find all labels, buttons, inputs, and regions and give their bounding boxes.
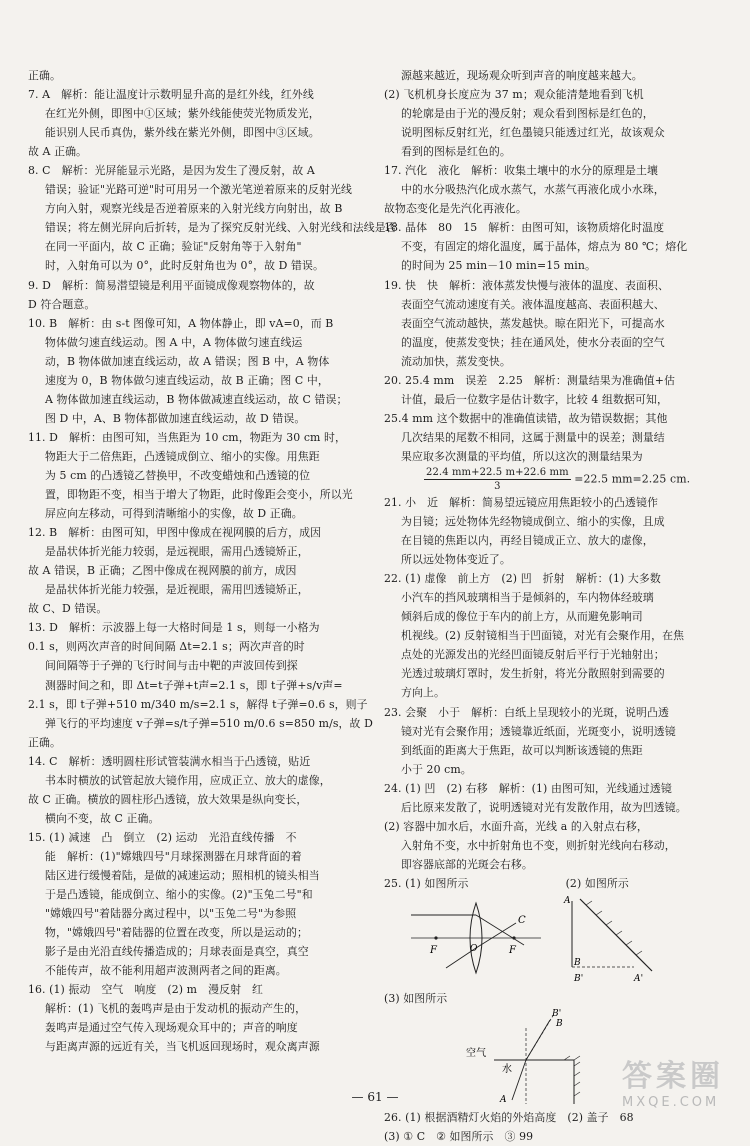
watermark-logo (622, 1051, 740, 1111)
text-line: (3) ① C ② 如图所示 ③ 99 (384, 1130, 534, 1144)
watermark-text: 答案圈 (622, 1059, 724, 1094)
mirror-diagram (562, 889, 662, 985)
label-c: C (518, 914, 526, 926)
text-line: 21. 小 近 解析：简易望远镜应用焦距较小的凸透镜作 (384, 495, 658, 509)
text-line: 15. (1) 减速 凸 倒立 (2) 运动 光沿直线传播 不 (28, 830, 297, 844)
label-a-prime: A' (634, 973, 644, 984)
text-line: 不变，有固定的熔化温度，属于晶体，熔点为 80 ℃；熔化 (401, 240, 688, 254)
text-line: 弹飞行的平均速度 v子弹=s/t子弹=510 m/0.6 s=850 m/s，故 D (45, 716, 373, 730)
text-line: 速度为 0，B 物体做匀速直线运动，故 B 正确；图 C 中， (45, 373, 329, 387)
text-line: 物距大于二倍焦距，凸透镜成倒立、缩小的实像。用焦距 (45, 449, 320, 463)
text-line: 19. 快 快 解析：液体蒸发快慢与液体的温度、表面积、 (384, 278, 669, 292)
label-b-prime: B' (574, 973, 584, 984)
text-line: 表面空气流动越快，蒸发越快。晾在阳光下，可提高水 (401, 316, 665, 330)
q25-label-3: (3) 如图所示 (384, 991, 448, 1005)
text-line: 入射角不变，水中折射角也不变，则折射光线向右移动， (401, 838, 676, 852)
text-line: 动，B 物体做加速直线运动，故 A 错误；图 B 中，A 物体 (45, 354, 330, 368)
text-line: 7. A 解析：能让温度计示数明显升高的是红外线，红外线 (28, 88, 314, 102)
text-line: 11. D 解析：由图可知，当焦距为 10 cm，物距为 30 cm 时， (28, 430, 347, 444)
text-line: 在同一平面内，故 C 正确；验证"反射角等于入射角" (45, 240, 302, 254)
text-line: 书本时横放的试管起放大镜作用，应成正立、放大的虚像， (45, 773, 331, 787)
text-line: 20. 25.4 mm 误差 2.25 解析：测量结果为准确值+估 (384, 373, 675, 387)
text-line: 12. B 解析：由图可知，甲图中像成在视网膜的后方，成因 (28, 526, 322, 540)
text-line: 与距离声源的远近有关，当飞机返回现场时，观众离声源 (45, 1040, 320, 1054)
text-line: 置，即物距不变，相当于增大了物距，此时像距会变小，所以光 (45, 488, 353, 502)
text-line: (2) 容器中加水后，水面升高，光线 a 的入射点右移， (384, 819, 648, 833)
text-line: 18. 晶体 80 15 解析：由图可知，该物质熔化时温度 (384, 221, 665, 235)
label-b: B (574, 957, 581, 968)
text-line: 10. B 解析：由 s-t 图像可知，A 物体静止，即 vA=0，而 B (28, 316, 334, 330)
text-line: 的温度，使蒸发变快；挂在通风处，使水分表面的空气 (401, 335, 665, 349)
text-line: 镜对光有会聚作用；透镜靠近纸面，光斑变小，说明透镜 (401, 724, 676, 738)
text-line: 间间隔等于子弹的飞行时间与击中靶的声波回传到探 (45, 659, 298, 673)
text-line: 24. (1) 凹 (2) 右移 解析：(1) 由图可知，光线通过透镜 (384, 781, 672, 795)
text-line: 于是凸透镜，能成倒立、缩小的实像。(2)"玉兔二号"和 (45, 888, 313, 902)
text-line: 测器时间之和，即 Δt=t子弹+t声=2.1 s，即 t子弹+s/v声= (45, 678, 343, 692)
refracted-ray (526, 1020, 550, 1060)
text-line: 屏应向左移动，可得到清晰缩小的实像，故 D 正确。 (45, 507, 303, 521)
text-line: 22. (1) 虚像 前上方 (2) 凹 折射 解析：(1) 大多数 (384, 572, 661, 586)
text-line: 计值，最后一位数字是估计数字，比较 4 组数据可知， (401, 392, 668, 406)
text-line: 看到的图标是红色的。 (401, 145, 511, 159)
text-line: 源越来越近，现场观众听到声音的响度越来越大。 (401, 69, 643, 82)
text-line: 到纸面的距离大于焦距，故可以判断该透镜的焦距 (401, 743, 643, 757)
text-line: A 物体做加速直线运动，B 物体做减速直线运动，故 C 错误； (45, 392, 348, 406)
label-air: 空气 (466, 1048, 487, 1060)
q25-labels-row (384, 874, 722, 893)
text-line: 物体做匀速直线运动。图 A 中，A 物体做匀速直线运 (45, 335, 303, 349)
label-b-prime-3: B' (552, 1009, 562, 1020)
text-line: 在目镜的焦距以内，再经目镜成正立、放大的虚像， (401, 534, 654, 548)
text-line: 说明图标反射红光，红色墨镜只能透过红光，故该观众 (401, 126, 665, 140)
text-line: 为 5 cm 的凸透镜乙替换甲，不改变蜡烛和凸透镜的位 (45, 468, 311, 482)
text-line: 故物态变化是先汽化再液化。 (384, 202, 527, 216)
text-line: 能识别人民币真伪，紫外线在紫光外侧，即图中③区域。 (45, 126, 320, 140)
text-line: 果应取多次测量的平均值，所以这次的测量结果为 (401, 449, 643, 463)
average-formula (384, 466, 722, 493)
text-line: 所以远处物体变近了。 (401, 553, 511, 567)
text-line: 错误；验证"光路可逆"时可用另一个激光笔逆着原来的反射光线 (45, 183, 352, 197)
text-line: 解析：(1) 飞机的轰鸣声是由于发动机的振动产生的， (45, 1002, 307, 1016)
text-line: 陆区进行缓慢着陆，是做的减速运动；照相机的镜头相当 (45, 868, 320, 882)
text-line: 故 A 错误，B 正确；乙图中像成在视网膜的前方，成因 (28, 564, 297, 578)
text-line: 为目镜；远处物体先经物镜成倒立、缩小的实像，且成 (401, 515, 665, 529)
text-line: 0.1 s，则两次声音的时间间隔 Δt=2.1 s；两次声音的时 (28, 640, 305, 654)
text-line: 几次结果的尾数不相同，这属于测量中的误差；测量结 (401, 430, 665, 444)
label-b-3: B (556, 1019, 563, 1030)
text-line: 故 C、D 错误。 (28, 602, 108, 616)
text-line: 23. 会聚 小于 解析：白纸上呈现较小的光斑，说明凸透 (384, 705, 669, 719)
label-f-left: F (430, 944, 438, 956)
text-line: 即容器底部的光斑会右移。 (401, 857, 533, 871)
text-line: 不能传声，故不能利用超声波测两者之间的距离。 (45, 964, 287, 978)
focus-left (434, 936, 437, 939)
text-line: 倾斜后成的像位于车内的前上方，从而避免影响司 (401, 610, 643, 624)
text-line: 在红光外侧，即图中①区域；紫外线能使荧光物质发光， (45, 107, 320, 121)
watermark-url: MXQE.COM (622, 1095, 720, 1110)
formula-result: =22.5 mm=2.25 cm. (574, 472, 691, 486)
label-water: 水 (502, 1064, 513, 1076)
text-line: 故 C 正确。横放的圆柱形凸透镜，放大效果是纵向变长， (28, 792, 308, 806)
fraction-numerator: 22.4 mm+22.5 m+22.6 mm (426, 466, 569, 478)
text-line: 点处的光源发出的光经凹面镜反射后平行于光轴射出； (401, 648, 665, 662)
label-f-right: F (509, 944, 517, 956)
lens-diagram (406, 893, 546, 983)
text-line: 时，入射角可以为 0°，此时反射角也为 0°，故 D 错误。 (45, 259, 325, 273)
text-line: 正确。 (28, 735, 61, 749)
text-line: 表面空气流动速度有关。液体温度越高、表面积越大、 (401, 297, 665, 311)
text-line: 故 A 正确。 (28, 145, 88, 159)
text-line: 流动加快，蒸发变快。 (401, 354, 511, 368)
text-line: 16. (1) 振动 空气 响度 (2) m 漫反射 红 (28, 983, 264, 997)
text-line: 影子是由光沿直线传播造成的；月球表面是真空，真空 (45, 945, 309, 959)
q25-label-1: 25. (1) 如图所示 (384, 876, 469, 890)
focus-right (512, 936, 515, 939)
text-line: 图 D 中，A、B 物体都做加速直线运动，故 D 错误。 (45, 411, 306, 425)
text-line: 的时间为 25 min－10 min=15 min。 (401, 259, 596, 273)
text-line: 能 解析：(1)"嫦娥四号"月球探测器在月球背面的着 (45, 849, 302, 863)
text-line: 正确。 (28, 69, 61, 82)
text-line: D 符合题意。 (28, 297, 96, 311)
text-line: 横向不变，故 C 正确。 (45, 811, 160, 825)
text-line: 机视线。(2) 反射镜相当于凹面镜，对光有会聚作用，在焦 (401, 629, 685, 643)
text-line: 方向入射，观察光线是否逆着原来的入射光线方向射出，故 B (45, 202, 343, 216)
text-line: 中的水分吸热汽化成水蒸气，水蒸气再液化成小水珠， (401, 183, 665, 197)
label-a: A (564, 895, 571, 906)
text-line: 17. 汽化 液化 解析：收集土壤中的水分的原理是土壤 (384, 164, 658, 178)
label-a-3: A (500, 1095, 507, 1106)
text-line: 26. (1) 根据酒精灯火焰的外焰高度 (2) 盖子 68 (384, 1111, 634, 1125)
right-column (384, 66, 722, 1146)
text-line: 是晶状体折光能力较弱，是远视眼，需用凸透镜矫正， (45, 545, 309, 559)
text-line: 2.1 s，即 t子弹+510 m/340 m/s=2.1 s，解得 t子弹=0.6 s，则子 (28, 697, 368, 711)
text-line: 9. D 解析：简易潜望镜是利用平面镜成像观察物体的，故 (28, 278, 315, 292)
text-line: 25.4 mm 这个数据中的准确值读错，故为错误数据；其他 (384, 411, 668, 425)
q25-figures-row (384, 893, 722, 989)
left-column (28, 66, 397, 1056)
text-line: 小于 20 cm。 (401, 762, 472, 776)
text-line: 方向上。 (401, 686, 445, 700)
text-line: 是晶状体折光能力较强，是近视眼，需用凹透镜矫正， (45, 583, 309, 597)
text-line: (2) 飞机机身长度应为 37 m；观众能清楚地看到飞机 (384, 88, 644, 102)
label-o: O (470, 943, 478, 954)
text-line: 的轮廓是由于光的漫反射；观众看到图标是红色的， (401, 107, 654, 121)
q25-label-2: (2) 如图所示 (565, 876, 629, 890)
text-line: 物，"嫦娥四号"着陆器的位置在改变，所以是运动的； (45, 926, 309, 940)
fraction-denominator: 3 (494, 480, 501, 492)
text-line: 错误；将左侧光屏向后折转，是为了探究反射光线、入射光线和法线是否 (45, 221, 397, 235)
text-line: 8. C 解析：光屏能显示光路，是因为发生了漫反射，故 A (28, 164, 315, 178)
text-line: "嫦娥四号"着陆器分离过程中，以"玉兔二号"为参照 (45, 907, 297, 921)
text-line: 小汽车的挡风玻璃相当于是倾斜的，车内物体经玻璃 (401, 591, 654, 605)
page-number: — 61 — (351, 1090, 399, 1104)
ray-1-refracted (476, 915, 524, 945)
text-line: 14. C 解析：透明圆柱形试管装满水相当于凸透镜，贴近 (28, 754, 311, 768)
text-line: 轰鸣声是通过空气传入现场观众耳中的；声音的响度 (45, 1021, 298, 1035)
text-line: 光透过玻璃灯罩时，发生折射，将光分散照射到需要的 (401, 667, 665, 681)
average-fraction (424, 466, 571, 493)
text-line: 后比原来发散了，说明透镜对光有发散作用，故为凹透镜。 (401, 800, 687, 814)
text-line: 13. D 解析：示波器上每一大格时间是 1 s，则每一小格为 (28, 621, 320, 635)
